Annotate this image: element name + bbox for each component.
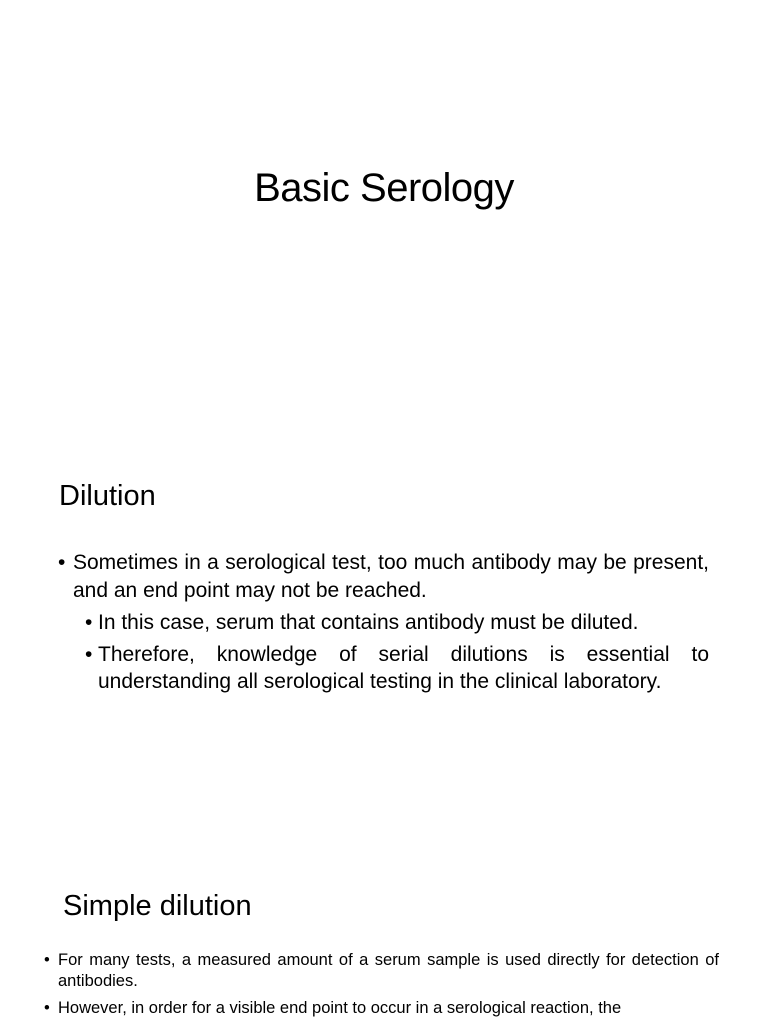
bullet-text: However, in order for a visible end point to occur in a serological reaction, the [58, 999, 622, 1017]
bullet-icon: • [44, 951, 50, 969]
bullet-text: Sometimes in a serological test, too much antibody may be present, and an end point may not be reached. [73, 551, 709, 602]
bullet-icon: • [85, 642, 93, 666]
bullet-item [85, 609, 709, 637]
slide-heading-dilution: Dilution [59, 480, 156, 512]
presentation-title: Basic Serology [254, 166, 514, 210]
bullet-icon: • [58, 551, 66, 574]
slide-heading-simple-dilution: Simple dilution [63, 890, 252, 922]
slide-title [0, 0, 768, 430]
bullet-text: In this case, serum that contains antibody must be diluted. [98, 610, 639, 634]
slide-simple-dilution [0, 850, 768, 1024]
bullet-list-dilution [58, 549, 709, 696]
bullet-text: Therefore, knowledge of serial dilutions is essential to understanding all serological testing in the clinical laboratory. [98, 642, 709, 693]
bullet-item [44, 998, 719, 1019]
bullet-icon: • [85, 610, 93, 634]
bullet-item [85, 641, 709, 696]
slide-dilution [0, 430, 768, 850]
bullet-list-simple-dilution [44, 950, 719, 1024]
bullet-text: For many tests, a measured amount of a serum sample is used directly for detection of antibodies. [58, 951, 719, 990]
bullet-item [58, 549, 709, 604]
bullet-item [44, 950, 719, 992]
bullet-icon: • [44, 999, 50, 1017]
